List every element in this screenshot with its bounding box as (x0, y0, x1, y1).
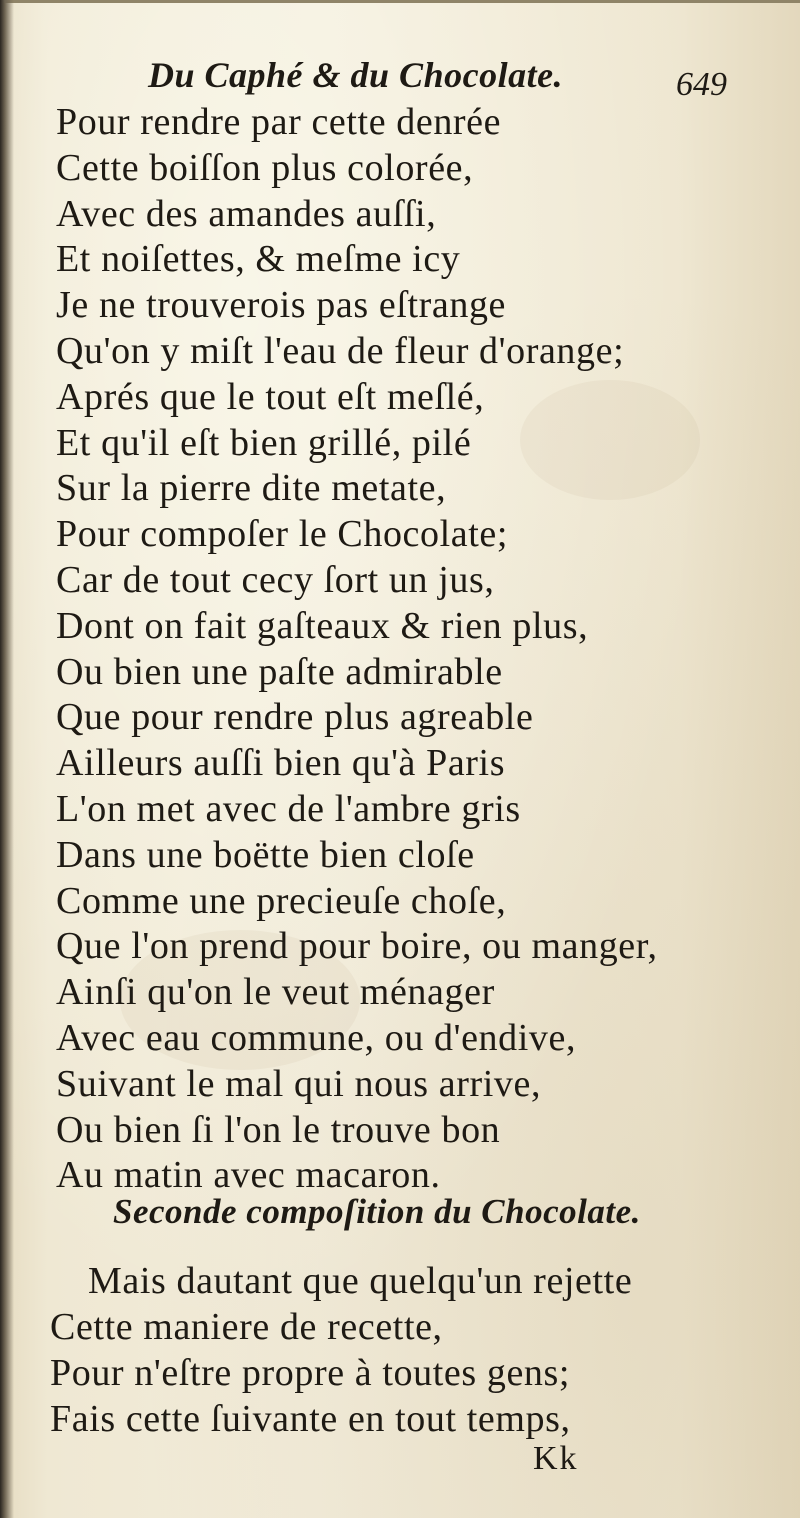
gutter-shadow (0, 0, 14, 1518)
verse-line: Pour rendre par cette denrée (56, 101, 502, 143)
verse-line: Et noiſettes, & meſme icy (56, 238, 461, 281)
verse-line: Et qu'il eſt bien grillé, pilé (56, 421, 472, 464)
verse-line: Que l'on prend pour boire, ou manger, (56, 925, 658, 968)
verse-block-1 (56, 100, 786, 1199)
catchword-signature: Kk (533, 1440, 579, 1477)
page-header (0, 48, 800, 108)
verse-line: Avec des amandes auſſi, (56, 192, 437, 235)
verse-line: Que pour rendre plus agreable (56, 696, 534, 739)
page-number: 649 (676, 66, 727, 103)
page-top-edge (0, 0, 800, 3)
verse-line: Au matin avec macaron. (56, 1154, 441, 1197)
verse-line: Mais dautant que quelqu'un rejette (88, 1260, 633, 1302)
verse-line: Cette boiſſon plus colorée, (56, 146, 474, 189)
verse-line: Fais cette ſuivante en tout temps, (50, 1398, 571, 1440)
verse-line: Ou bien une paſte admirable (56, 650, 503, 693)
verse-line: Cette maniere de recette, (50, 1306, 443, 1348)
verse-line: Pour n'eſtre propre à toutes gens; (50, 1352, 571, 1394)
verse-line: Dont on fait gaſteaux & rien plus, (56, 604, 589, 647)
verse-line: Ainſi qu'on le veut ménager (56, 971, 495, 1014)
verse-line: L'on met avec de l'ambre gris (56, 787, 521, 830)
verse-line: Dans une boëtte bien cloſe (56, 833, 475, 876)
verse-line: Ou bien ſi l'on le trouve bon (56, 1108, 501, 1151)
verse-line: Qu'on y miſt l'eau de fleur d'orange; (56, 329, 625, 372)
verse-block-2 (50, 1258, 780, 1442)
verse-line: Ailleurs auſſi bien qu'à Paris (56, 742, 506, 785)
verse-line: Sur la pierre dite metate, (56, 467, 447, 510)
verse-line: Car de tout cecy ſort un jus, (56, 558, 495, 601)
section-heading: Seconde compoſition du Chocolate. (113, 1192, 641, 1231)
verse-line: Pour compoſer le Chocolate; (56, 513, 509, 556)
verse-line: Comme une precieuſe choſe, (56, 879, 507, 922)
running-head: Du Caphé & du Chocolate. (148, 55, 564, 95)
verse-line: Aprés que le tout eſt meſlé, (56, 375, 485, 418)
verse-line: Suivant le mal qui nous arrive, (56, 1062, 542, 1105)
verse-line: Je ne trouverois pas eſtrange (56, 284, 507, 327)
verse-line: Avec eau commune, ou d'endive, (56, 1016, 577, 1059)
